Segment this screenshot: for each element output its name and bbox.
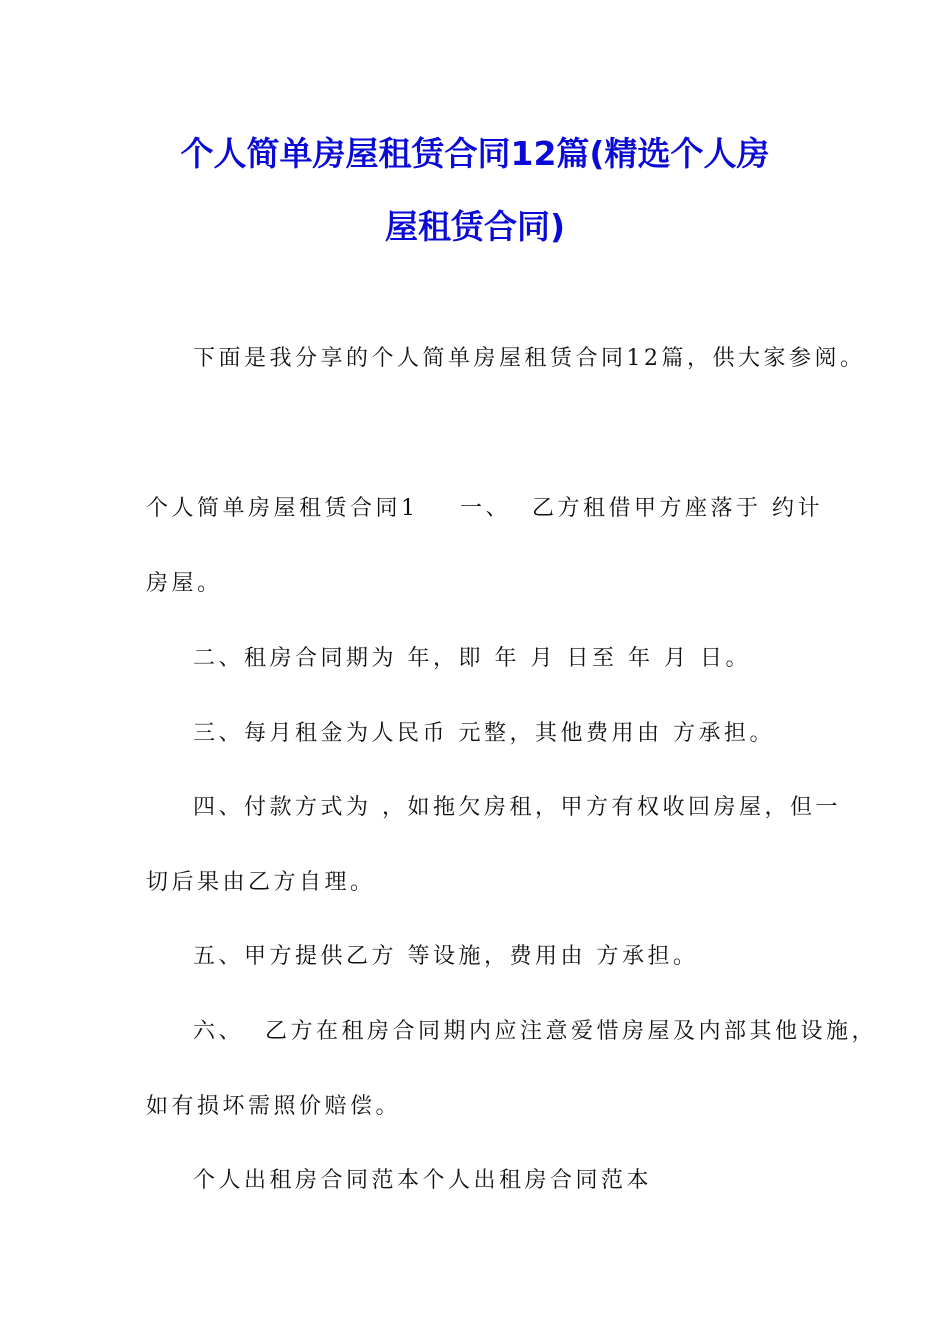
clause-2: 二、租房合同期为 年，即 年 月 日至 年 月 日。 <box>193 646 751 671</box>
clause-5: 五、甲方提供乙方 等设施，费用由 方承担。 <box>193 944 699 969</box>
intro-paragraph: 下面是我分享的个人简单房屋租赁合同12篇，供大家参阅。 <box>193 346 866 371</box>
clause-3: 三、每月租金为人民币 元整，其他费用由 方承担。 <box>193 721 775 746</box>
section-heading: 个人简单房屋租赁合同1 <box>146 496 419 521</box>
document-title-line-1: 个人简单房屋租赁合同12篇(精选个人房 <box>180 134 770 173</box>
clause-4-line-1: 四、付款方式为 ，如拖欠房租，甲方有权收回房屋，但一 <box>193 795 841 820</box>
document-title-line-2: 屋租赁合同) <box>384 207 566 246</box>
clause-1-line-2: 房屋。 <box>146 571 223 596</box>
clause-6-line-2: 如有损坏需照价赔偿。 <box>146 1094 402 1119</box>
clause-6-line-1: 六、 乙方在租房合同期内应注意爱惜房屋及内部其他设施， <box>193 1019 877 1044</box>
footer-line: 个人出租房合同范本个人出租房合同范本 <box>193 1168 653 1193</box>
clause-4-line-2: 切后果由乙方自理。 <box>146 870 376 895</box>
clause-1-line-1: 一、 乙方租借甲方座落于 约计 <box>460 496 823 521</box>
